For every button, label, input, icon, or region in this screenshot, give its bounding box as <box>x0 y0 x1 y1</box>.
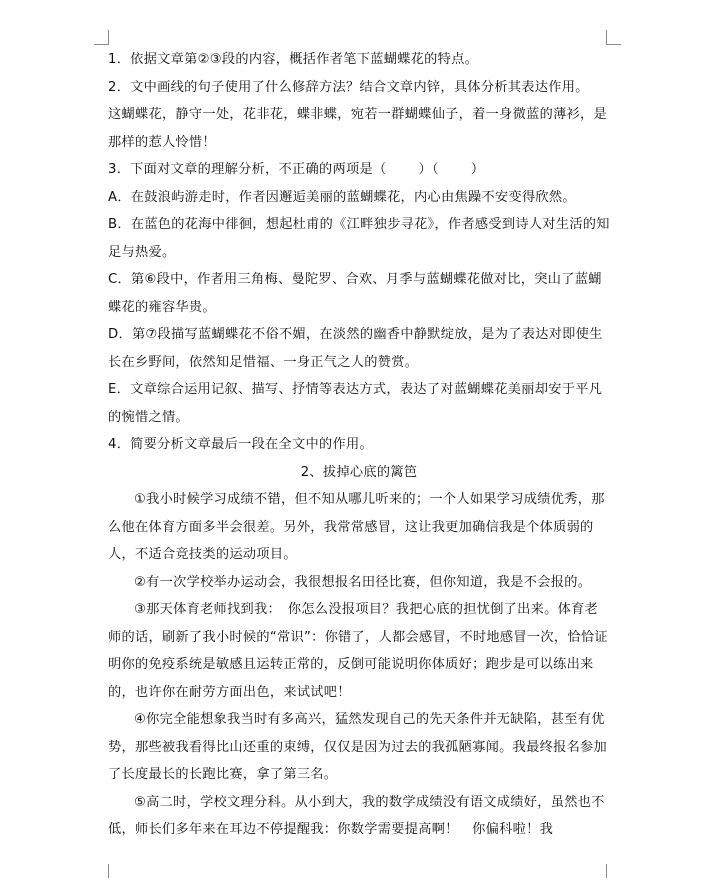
question-2-quote: 这蝴蝶花，静守一处，花非花，蝶非蝶，宛若一群蝴蝶仙子，着一身微蓝的薄衫，是那样的惹人怜惜！ <box>108 107 608 150</box>
option-c: C．第⑥段中，作者用三角梅、曼陀罗、合欢、月季与蓝蝴蝶花做对比，突山了蓝蝴蝶花的雍容华贵。 <box>108 272 602 315</box>
article-paragraph-1: ①我小时候学习成绩不错，但不知从哪儿听来的；一个人如果学习成绩优秀，那么他在体育方面多半会很差。另外，我常常感冒，这让我更加确信我是个体质弱的人，不适合竞技类的运动项目。 <box>108 492 605 562</box>
article-paragraph-5: ⑤高二时，学校文理分科。从小到大，我的数学成绩没有语文成绩好，虽然也不低，师长们多年来在耳边不停提醒我：你数学需要提高啊！ 你偏科啦！我 <box>108 794 605 837</box>
page-corner-mark-bottom-right <box>606 864 621 878</box>
article-paragraph-4: ④你完全能想象我当时有多高兴，猛然发现自己的先天条件并无缺陷，甚至有优势，那些被我看得比山还重的束缚，仅仅是因为过去的我孤陋寡闻。我最终报名参加了长度最长的长跑比赛，拿了第三名。 <box>108 712 608 782</box>
article-paragraph-3: ③那天体育老师找到我： 你怎么没报项目？我把心底的担忧倒了出来。体育老师的话，刷新了我小时候的“常识”：你错了，人都会感冒，不时地感冒一次，恰恰证明你的免疫系统是敏感且运转正常的，反倒可能说明你体质好；跑步是可以练出来的，也许你在耐劳方面出色，来试试吧！ <box>108 602 608 700</box>
document-body <box>108 46 610 844</box>
option-b: B．在蓝色的花海中徘徊，想起杜甫的《江畔独步寻花》，作者感受到诗人对生活的知足与热爱。 <box>108 217 610 260</box>
question-2: 2．文中画线的句子使用了什么修辞方法？结合文章内锌，具体分析其表达作用。 <box>108 79 589 95</box>
question-3-mid: ）（ <box>418 162 439 177</box>
question-3-suffix: ） <box>470 162 485 177</box>
page-corner-mark-top-right <box>606 30 621 45</box>
page-corner-mark-bottom-left <box>94 864 109 878</box>
page-corner-mark-top-left <box>94 30 109 45</box>
question-3 <box>108 156 610 184</box>
option-e: E．文章综合运用记叙、描写、抒情等表达方式，表达了对蓝蝴蝶花美丽却安于平凡的惋惜之情。 <box>108 382 603 425</box>
article-title: 2、拔掉心底的篱笆 <box>300 464 418 480</box>
question-4: 4．简要分析文章最后一段在全文中的作用。 <box>108 437 373 452</box>
question-1: 1．依据文章第②③段的内容，概括作者笔下蓝蝴蝶花的特点。 <box>108 52 479 67</box>
question-3-prefix: 3．下面对文章的理解分析，不正确的两项是（ <box>108 162 387 177</box>
option-a: A．在鼓浪屿游走时，作者因邂逅美丽的蓝蝴蝶花，内心由焦躁不安变得欣然。 <box>108 189 576 205</box>
option-d: D．第⑦段描写蓝蝴蝶花不俗不媚，在淡然的幽香中静默绽放，是为了表达对即使生长在乡野间，依然知足惜福、一身正气之人的赞赏。 <box>108 327 603 370</box>
article-paragraph-2: ②有一次学校举办运动会，我很想报名田径比赛，但你知道，我是不会报的。 <box>134 574 592 590</box>
